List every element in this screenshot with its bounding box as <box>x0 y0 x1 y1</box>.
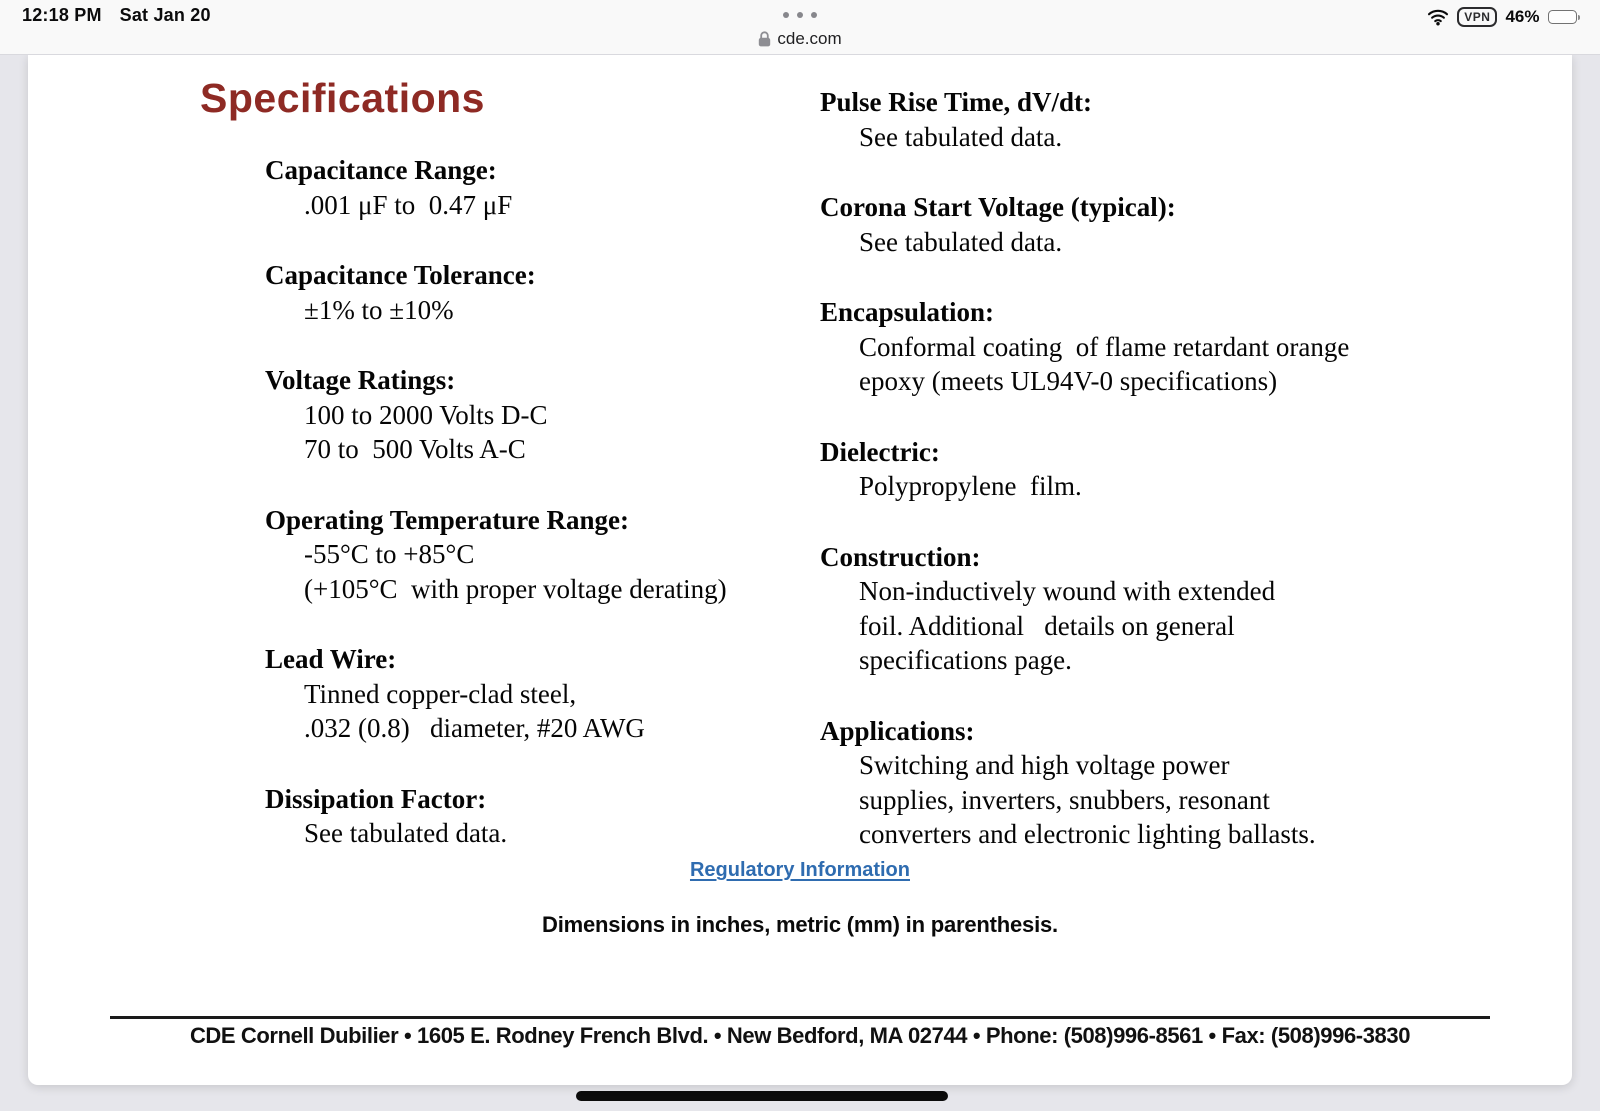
dimensions-note: Dimensions in inches, metric (mm) in parenthesis. <box>542 912 1058 937</box>
page-title: Specifications <box>200 75 485 121</box>
footer-address: CDE Cornell Dubilier • 1605 E. Rodney French Blvd. • New Bedford, MA 02744 • Phone: (508)996-8561 • Fax: (508)996-3830 <box>189 1023 1411 1048</box>
spec-label: Capacitance Tolerance: <box>265 260 536 290</box>
spec-value-line: See tabulated data. <box>859 121 1063 152</box>
spec-value-line: Non-inductively wound with extended <box>859 576 1276 606</box>
spec-value-line: Tinned copper-clad steel, <box>304 678 577 709</box>
spec-label: Voltage Ratings: <box>265 365 456 395</box>
spec-block-right-3 <box>820 435 1440 504</box>
spec-value-line: ±1% to ±10% <box>304 294 454 325</box>
vpn-badge: VPN <box>1457 7 1497 27</box>
spec-value-line: See tabulated data. <box>859 226 1063 257</box>
spec-block-left-3 <box>265 503 805 607</box>
spec-block-left-5 <box>265 782 805 851</box>
more-menu-icon[interactable] <box>783 12 817 18</box>
spec-column-left <box>265 153 805 887</box>
spec-label: Dielectric: <box>820 436 940 467</box>
spec-value-line: supplies, inverters, snubbers, resonant <box>859 784 1270 815</box>
url-field[interactable] <box>0 29 1600 49</box>
spec-block-left-2 <box>265 363 805 467</box>
spec-label: Operating Temperature Range: <box>265 504 629 535</box>
spec-block-right-2 <box>820 295 1440 399</box>
spec-label: Applications: <box>820 715 975 746</box>
browser-chrome <box>0 0 1600 55</box>
spec-value-line: .001 μF to 0.47 μF <box>304 189 513 220</box>
spec-value-line: 70 to 500 Volts A-C <box>304 434 526 464</box>
regulatory-link-row <box>28 859 1572 882</box>
spec-value-line: foil. Additional details on general <box>859 610 1235 641</box>
spec-value-line: converters and electronic lighting ballasts. <box>859 819 1316 849</box>
spec-column-right <box>820 85 1440 888</box>
spec-value-line: specifications page. <box>859 645 1072 675</box>
spec-block-left-4 <box>265 642 805 746</box>
status-date: Sat Jan 20 <box>119 5 211 25</box>
spec-block-right-4 <box>820 540 1440 678</box>
spec-label: Pulse Rise Time, dV/dt: <box>820 87 1093 117</box>
spec-label: Corona Start Voltage (typical): <box>820 192 1176 222</box>
spec-block-right-0 <box>820 85 1440 154</box>
domain-text: cde.com <box>777 29 842 48</box>
spec-value-line: epoxy (meets UL94V-0 specifications) <box>859 366 1278 396</box>
address-bar <box>0 0 1600 49</box>
regulatory-information-link[interactable]: Regulatory Information <box>689 859 910 881</box>
spec-label: Dissipation Factor: <box>265 783 487 814</box>
battery-percent: 46% <box>1505 7 1540 26</box>
status-right <box>1427 7 1580 27</box>
spec-block-left-0 <box>265 153 805 222</box>
spec-value-line: (+105°C with proper voltage derating) <box>304 573 727 604</box>
spec-value-line: Conformal coating of flame retardant orange <box>859 331 1350 362</box>
spec-value-line: See tabulated data. <box>304 818 508 848</box>
spec-block-right-1 <box>820 190 1440 259</box>
spec-value-line: 100 to 2000 Volts D-C <box>304 399 548 430</box>
spec-value-line: Switching and high voltage power <box>859 750 1230 780</box>
lock-icon <box>758 31 771 47</box>
pdf-page <box>28 55 1572 1085</box>
wifi-icon <box>1427 9 1449 26</box>
spec-value-line: .032 (0.8) diameter, #20 AWG <box>304 713 645 743</box>
spec-block-right-5 <box>820 714 1440 852</box>
spec-value-line: Polypropylene film. <box>859 471 1082 501</box>
battery-icon <box>1548 10 1581 24</box>
footer-divider <box>110 1016 1490 1019</box>
home-indicator[interactable] <box>576 1091 948 1101</box>
spec-label: Encapsulation: <box>820 297 995 327</box>
status-time: 12:18 PM <box>22 5 102 25</box>
spec-value-line: -55°C to +85°C <box>304 539 475 569</box>
spec-label: Capacitance Range: <box>265 155 497 185</box>
spec-label: Construction: <box>820 541 981 572</box>
spec-block-left-1 <box>265 258 805 327</box>
spec-label: Lead Wire: <box>265 644 397 674</box>
